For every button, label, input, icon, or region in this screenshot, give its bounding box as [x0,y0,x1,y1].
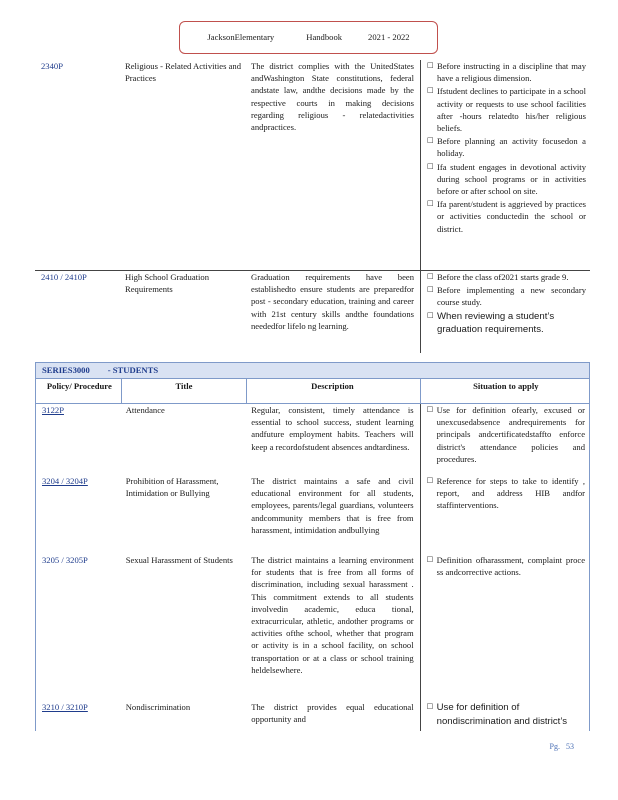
square-bullet-icon: □ [427,199,434,208]
policy-link[interactable]: 3210 / 3210P [42,702,88,712]
column-header-title: Title [122,379,248,403]
page-label: Pg. [549,742,560,751]
series-code: SERIES3000 [42,365,90,376]
policy-title: Sexual Harassment of Students [125,555,233,565]
handbook-header [179,21,438,54]
column-headers [35,379,590,404]
list-item: □ Before planning an activity focusedon a holiday. [427,136,586,159]
list-item: □ Definition ofharassment, complaint proce ss andcorrective actions. [426,555,586,578]
table-row [36,404,589,475]
series-2000-rows [35,60,590,353]
handbook-title: Handbook [306,32,343,43]
square-bullet-icon: □ [426,476,434,484]
series-3000-rows [35,404,590,731]
square-bullet-icon: □ [426,702,434,710]
table-row [36,554,589,701]
situation-list [427,404,585,465]
situation-list [427,701,585,728]
policy-link[interactable]: 3204 / 3204P [42,476,88,486]
column-header-policy: Policy/ Procedure [36,379,122,403]
policy-link[interactable]: 3122P [42,405,64,415]
series-heading [35,362,590,379]
square-bullet-icon: □ [426,555,434,563]
policy-description: The district provides equal educational opportunity and [251,702,414,725]
policy-description: The district maintains a learning environment for students that is free from all forms of discrimination, including sexual harassment . This commitment extends to all students involvedin academic, educa tional, extracurricular, athletic, andother programs or activities ofthe school, whether that program or activity is in a school facility, on school transportation or at a class or school training heldelsewhere. [251,555,414,675]
page-number [544,741,574,752]
square-bullet-icon: □ [427,136,434,145]
school-years: 2021 - 2022 [368,32,410,43]
situation-list [427,475,585,512]
policy-title: High School Graduation Requirements [125,272,210,295]
column-header-situation: Situation to apply [420,379,589,403]
policy-description: Regular, consistent, timely attendance is essential to school success, student learning andfuture employment habits. Teachers will keep a recordofstudent absences andtardiness. [251,405,414,452]
school-name: JacksonElementary [207,32,275,43]
policy-number: 2340P [41,61,63,71]
policy-description: The district complies with the UnitedStates andWashington State constitutions, federal andstate law, andthe decisions made by the respective courts in making decisions regarding religious - relatedactivities andpractices. [251,61,414,133]
table-row [35,60,590,270]
policy-title: Religious - Related Activities and Practices [125,61,241,84]
table-row [36,475,589,554]
list-item: □ When reviewing a student’s graduation requirements. [427,310,555,336]
list-item: □ Ifa student engages in devotional activity during school programs or in activities before or after school on site. [427,161,586,197]
square-bullet-icon: □ [427,161,434,170]
table-row [36,701,589,731]
policy-title: Attendance [125,405,165,415]
square-bullet-icon: □ [427,310,434,319]
list-item: □ Reference for steps to take to identify , report, and address HIB andfor staffinterventions. [426,476,586,511]
square-bullet-icon: □ [427,285,434,294]
situation-list [427,554,585,578]
policy-number: 3205 / 3205P [42,555,88,565]
square-bullet-icon: □ [427,272,434,280]
square-bullet-icon: □ [426,405,434,413]
policy-description: Graduation requirements have been establishedto ensure students are preparedfor post - secondary education, training and career with 21st century skills andthe foundations neededfor lifelo ng learning. [251,272,414,331]
list-item: □ Use for definition of nondiscrimination and district’s [426,702,568,727]
policy-title: Nondiscrimination [125,702,191,712]
list-item: □ Ifstudent declines to participate in a school activity or requests to use school facilities after -hours relatedto his/her religious beliefs. [427,86,586,134]
column-header-description: Description [311,381,354,391]
series-name: - STUDENTS [107,365,159,376]
policy-description: The district maintains a safe and civil educational environment for all students, employees, parents/legal guardians, volunteers andcommunity members that is free from harassment, intimidation andbullying [251,476,414,535]
square-bullet-icon: □ [427,61,434,69]
table-row [35,271,590,353]
list-item: □ Before implementing a new secondary course study. [427,285,586,308]
square-bullet-icon: □ [427,86,434,95]
list-item: □ Ifa parent/student is aggrieved by practices or activities conductedin the school or district. [427,199,586,234]
policy-number: 2410 / 2410P [41,272,87,282]
situation-list [427,271,586,337]
policy-table [35,60,590,731]
list-item: □ Before the class of2021 starts grade 9. [427,272,569,282]
situation-list [427,60,586,235]
page-value: 53 [566,742,574,751]
list-item: □ Before instructing in a discipline that may have a religious dimension. [427,61,586,84]
policy-title: Prohibition of Harassment, Intimidation or Bullying [125,476,219,499]
list-item: □ Use for definition ofearly, excused or unexcusedabsence andrequirements for principals andcertificatedstaffto enforce district's attendance policies and procedures. [426,405,586,464]
